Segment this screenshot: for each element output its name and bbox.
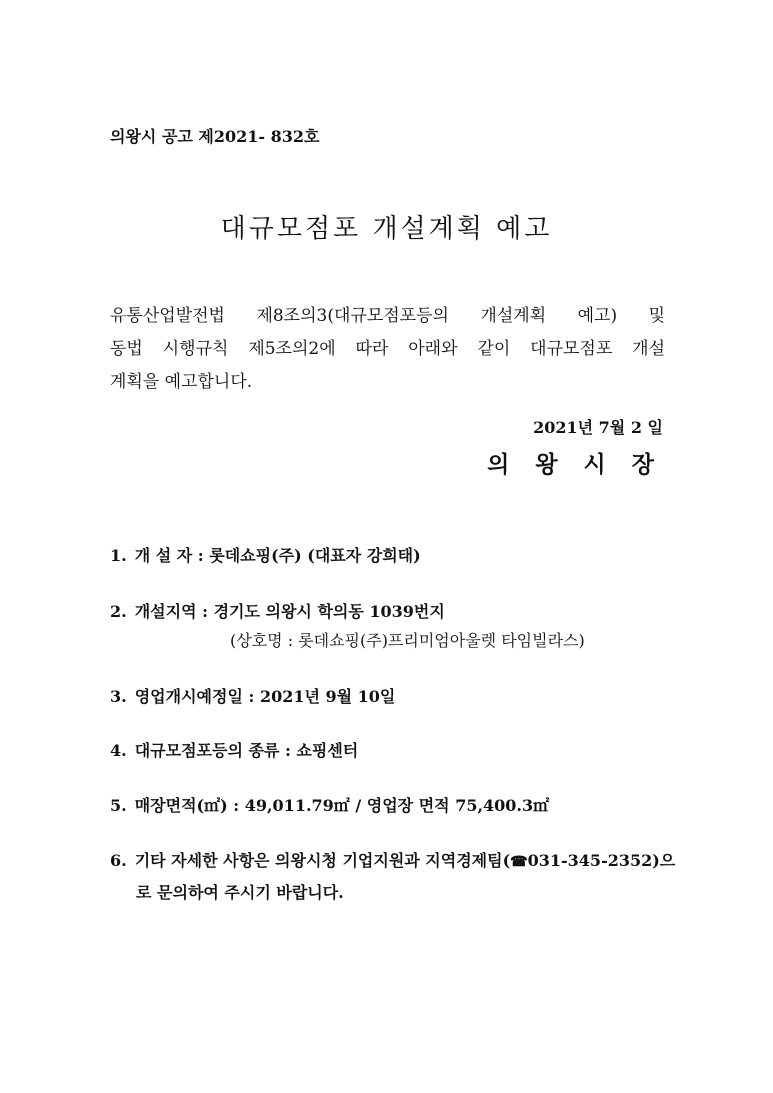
item-number: 4. [110,741,127,760]
phone-number: 031-345-2352)으 [527,851,676,870]
body-line-1: 유통산업발전법 제8조의3(대규모점포등의 개설계획 예고) 및 [110,306,665,326]
item-number: 3. [110,687,127,706]
item-text: 대규모점포등의 종류 : 쇼핑센터 [134,741,359,760]
contact-line-2: 로 문의하여 주시기 바랍니다. [136,883,344,902]
item-text: 기타 자세한 사항은 의왕시청 기업지원과 지역경제팀( [134,851,511,870]
item-text: 영업개시예정일 : 2021년 9월 10일 [134,687,396,706]
item-contact [110,848,675,871]
body-line-3: 계획을 예고합니다. [110,372,253,392]
notice-number: 의왕시 공고 제2021- 832호 [110,127,320,146]
item-text: 개 설 자 : 롯데쇼핑(주) (대표자 강희태) [134,546,421,565]
body-paragraph [110,300,665,399]
item-store-type [110,738,358,761]
item-text: 매장면적(㎡) : 49,011.79㎡ / 영업장 면적 75,400.3㎡ [134,796,550,815]
item-opening-date [110,684,395,707]
item-number: 5. [110,796,127,815]
phone-icon: ☎ [510,854,528,870]
item-number: 2. [110,602,127,621]
issuer-name: 의 왕 시 장 [487,451,663,478]
item-location [110,599,445,622]
item-number: 1. [110,546,127,565]
notice-date: 2021년 7월 2 일 [533,418,663,437]
body-line-2: 동법 시행규칙 제5조의2에 따라 아래와 같이 대규모점포 개설 [110,339,665,359]
item-number: 6. [110,851,127,870]
store-name-line: (상호명 : 롯데쇼핑(주)프리미엄아울렛 타임빌라스) [230,631,585,650]
document-title: 대규모점포 개설계획 예고 [220,214,553,244]
item-developer [110,543,421,566]
item-text: 개설지역 : 경기도 의왕시 학의동 1039번지 [134,602,445,621]
item-floor-area [110,793,549,816]
